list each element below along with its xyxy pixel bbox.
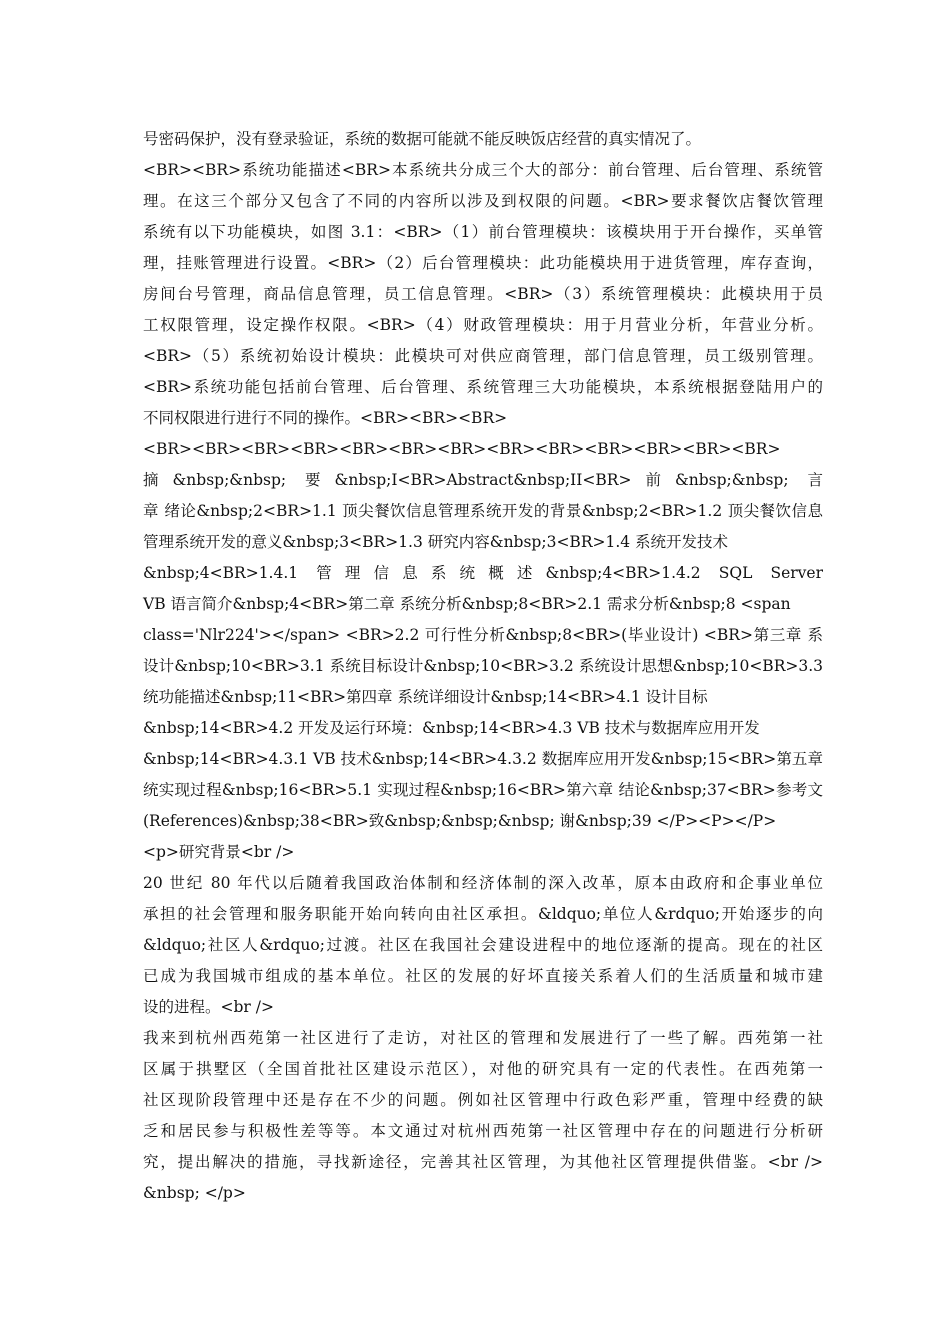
text-line: 设的进程。<br /> [143,998,274,1016]
text-line: 区属于拱墅区（全国首批社区建设示范区），对他的研究具有一定的代表性。在西苑第一 [143,1060,823,1078]
text-line: 号密码保护，没有登录验证，系统的数据可能就不能反映饭店经营的真实情况了。 [143,130,702,148]
text-line: 承担的社会管理和服务职能开始向转向由社区承担。&ldquo;单位人&rdquo;开始逐步的向 [143,905,823,923]
text-line: 系统有以下功能模块，如图 3.1：<BR>（1）前台管理模块：该模块用于开台操作，买单管 [143,223,823,241]
text-line: 房间台号管理，商品信息管理，员工信息管理。<BR>（3）系统管理模块：此模块用于员 [143,285,823,303]
text-line: 已成为我国城市组成的基本单位。社区的发展的好坏直接关系着人们的生活质量和城市建 [143,967,823,985]
text-line: 章 绪论&nbsp;2<BR>1.1 顶尖餐饮信息管理系统开发的背景&nbsp;2<BR>1.2 顶尖餐饮信息 [143,502,823,520]
text-line: 乏和居民参与积极性差等等。本文通过对杭州西苑第一社区管理中存在的问题进行分析研 [143,1122,823,1140]
text-line: &ldquo;社区人&rdquo;过渡。社区在我国社会建设进程中的地位逐渐的提高。现在的社区 [143,936,823,954]
text-line: 社区现阶段管理中还是存在不少的问题。例如社区管理中行政色彩严重，管理中经费的缺 [143,1091,823,1109]
text-line: 统功能描述&nbsp;11<BR>第四章 系统详细设计&nbsp;14<BR>4.1 设计目标 [143,688,708,706]
document-body [143,124,823,1209]
text-line: &nbsp;14<BR>4.3.1 VB 技术&nbsp;14<BR>4.3.2 数据库应用开发&nbsp;15<BR>第五章 [143,750,823,768]
text-line: 不同权限进行进行不同的操作。<BR><BR><BR> [143,409,508,427]
text-line: <BR><BR>系统功能描述<BR>本系统共分成三个大的部分：前台管理、后台管理、系统管 [143,161,823,179]
text-line: &nbsp; </p> [143,1184,246,1202]
text-line: 管理系统开发的意义&nbsp;3<BR>1.3 研究内容&nbsp;3<BR>1.4 系统开发技术 [143,533,729,551]
text-line: 工权限管理，设定操作权限。<BR>（4）财政管理模块：用于月营业分析，年营业分析。 [143,316,823,334]
text-line: &nbsp;4<BR>1.4.1 管理信息系统概述&nbsp;4<BR>1.4.2 SQL Server [143,564,823,582]
text-line: class='Nlr224'></span> <BR>2.2 可行性分析&nbsp;8<BR>(毕业设计) <BR>第三章 系 [143,626,823,644]
text-line: <p>研究背景<br /> [143,843,295,861]
text-line: 摘&nbsp;&nbsp; 要&nbsp;I<BR>Abstract&nbsp;II<BR>前&nbsp;&nbsp; 言 [143,471,823,489]
text-line: 理，挂账管理进行设置。<BR>（2）后台管理模块：此功能模块用于进货管理，库存查询， [143,254,823,272]
text-line: 统实现过程&nbsp;16<BR>5.1 实现过程&nbsp;16<BR>第六章 结论&nbsp;37<BR>参考文 [143,781,823,799]
text-line: (References)&nbsp;38<BR>致&nbsp;&nbsp;&nbsp; 谢&nbsp;39 </P><P></P> [143,812,777,830]
text-line: 理。在这三个部分又包含了不同的内容所以涉及到权限的问题。<BR>要求餐饮店餐饮管理 [143,192,823,210]
text-line: 究，提出解决的措施，寻找新途径，完善其社区管理，为其他社区管理提供借鉴。<br /> [143,1153,823,1171]
text-line: 我来到杭州西苑第一社区进行了走访，对社区的管理和发展进行了一些了解。西苑第一社 [143,1029,823,1047]
text-line: &nbsp;14<BR>4.2 开发及运行环境：&nbsp;14<BR>4.3 VB 技术与数据库应用开发 [143,719,760,737]
text-line: <BR>系统功能包括前台管理、后台管理、系统管理三大功能模块，本系统根据登陆用户的 [143,378,823,396]
text-line: <BR><BR><BR><BR><BR><BR><BR><BR><BR><BR><BR><BR><BR> [143,440,781,458]
text-line: VB 语言简介&nbsp;4<BR>第二章 系统分析&nbsp;8<BR>2.1 需求分析&nbsp;8 <span [143,595,791,613]
text-line: 设计&nbsp;10<BR>3.1 系统目标设计&nbsp;10<BR>3.2 系统设计思想&nbsp;10<BR>3.3 [143,657,823,675]
text-line: 20 世纪 80 年代以后随着我国政治体制和经济体制的深入改革，原本由政府和企事业单位 [143,874,823,892]
text-line: <BR>（5）系统初始设计模块：此模块可对供应商管理，部门信息管理，员工级别管理。 [143,347,823,365]
